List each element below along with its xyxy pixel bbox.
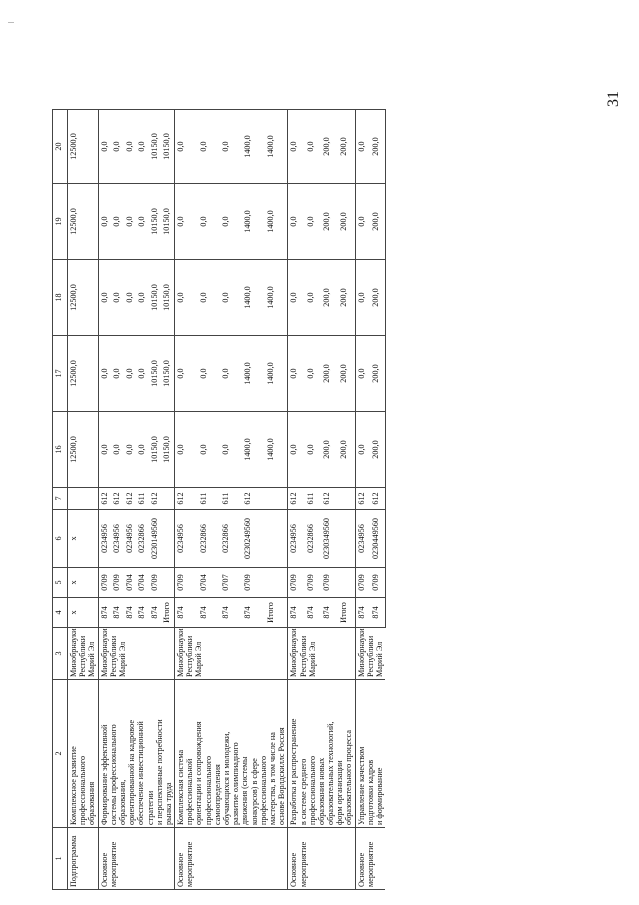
cell-v17: 200,0 [321, 336, 337, 412]
cell-v18: 200,0 [321, 260, 337, 336]
cell-v17: 1400,0 [242, 336, 264, 412]
cell-v18: 0,0 [220, 260, 242, 336]
cell-v17: 0,0 [175, 336, 198, 412]
column-header-3: 3 [53, 628, 68, 680]
cell-v16: 200,0 [338, 412, 355, 488]
cell-v16: 0,0 [136, 412, 149, 488]
row-agency-line: Марий Эл [117, 641, 127, 677]
cell-c4: Итого [161, 598, 174, 628]
cell-v18: 0,0 [355, 260, 370, 336]
cell-c4: 874 [149, 598, 162, 628]
row-agency [68, 628, 99, 680]
column-header-6: 6 [53, 510, 68, 568]
cell-c4: 874 [370, 598, 385, 628]
row-title-line: мастерства, в том числе на [267, 732, 277, 825]
cell-v16: 10150,0 [149, 412, 162, 488]
row-agency-line: Марий Эл [194, 641, 204, 677]
row-type-line: мероприятие [365, 841, 375, 887]
row-title-line: ориентированной на кадровое [127, 720, 137, 825]
cell-v18: 0,0 [124, 260, 137, 336]
cell-v17: 0,0 [288, 336, 305, 412]
cell-c7 [161, 488, 174, 510]
row-title-line: образовательного процесса [344, 729, 354, 825]
cell-c5: 0709 [355, 568, 370, 598]
cell-v20: 10150,0 [149, 110, 162, 184]
column-header-16: 16 [53, 412, 68, 488]
cell-c6: 0230449560 [370, 510, 385, 568]
cell-v18: 12500,0 [68, 260, 99, 336]
cell-c7: 612 [124, 488, 137, 510]
cell-c5: 0709 [242, 568, 264, 598]
cell-v17: 10150,0 [161, 336, 174, 412]
cell-c5: 0704 [198, 568, 220, 598]
row-title-line: ориентации и сопровождения [194, 721, 204, 825]
cell-v19: 0,0 [175, 184, 198, 260]
row-type: Подпрограмма [68, 828, 99, 890]
row-title-line: подготовки кадров [365, 759, 375, 825]
row-title-line: профессионального [203, 755, 213, 825]
column-header-4: 4 [53, 598, 68, 628]
cell-c5: 0709 [111, 568, 124, 598]
cell-v20: 10150,0 [161, 110, 174, 184]
row-title-line: образования [87, 781, 97, 825]
cell-c4: 874 [175, 598, 198, 628]
row-type-line: Основное [289, 852, 299, 887]
cell-c6 [265, 510, 288, 568]
cell-v16: 0,0 [305, 412, 321, 488]
cell-v18: 0,0 [305, 260, 321, 336]
cell-c7: 612 [175, 488, 198, 510]
cell-v16: 200,0 [321, 412, 337, 488]
row-title [98, 680, 175, 828]
cell-v16: 12500,0 [68, 412, 99, 488]
cell-c6: 0234956 [98, 510, 111, 568]
row-agency-line: Республики [108, 635, 118, 677]
cell-c6: 0232866 [220, 510, 242, 568]
cell-v17: 12500,0 [68, 336, 99, 412]
row-agency [288, 628, 355, 680]
cell-v16: 1400,0 [265, 412, 288, 488]
cell-c5: 0704 [124, 568, 137, 598]
cell-v18: 0,0 [136, 260, 149, 336]
cell-c7: 612 [355, 488, 370, 510]
cell-v18: 10150,0 [149, 260, 162, 336]
cell-c4: 874 [288, 598, 305, 628]
cell-v19: 0,0 [136, 184, 149, 260]
cell-c7: 612 [98, 488, 111, 510]
cell-c4: Итого [338, 598, 355, 628]
cell-v18: 10150,0 [161, 260, 174, 336]
cell-c6: 0230149560 [149, 510, 162, 568]
cell-v16: 0,0 [355, 412, 370, 488]
cell-v16: 1400,0 [242, 412, 264, 488]
row-type-line: мероприятие [185, 841, 195, 887]
cell-c4: 874 [111, 598, 124, 628]
cell-v17: 0,0 [98, 336, 111, 412]
row-title-line: рынка труда [163, 782, 173, 825]
cell-v19: 0,0 [220, 184, 242, 260]
table-header [53, 110, 68, 890]
cell-c7: 612 [370, 488, 385, 510]
cell-c6 [161, 510, 174, 568]
row-title-line: Формирование эффективной [99, 724, 109, 825]
cell-c4: 874 [355, 598, 370, 628]
cell-v18: 1400,0 [265, 260, 288, 336]
row-agency-line: Республики [185, 635, 195, 677]
cell-c7: 612 [321, 488, 337, 510]
cell-v20: 1400,0 [265, 110, 288, 184]
cell-c7: 612 [288, 488, 305, 510]
row-title-line: профессионального [258, 755, 268, 825]
cell-c5: х [68, 568, 99, 598]
cell-c4: 874 [124, 598, 137, 628]
row-title-line: движения (системы [240, 756, 250, 825]
row-agency-line: Марий Эл [87, 641, 97, 677]
cell-c6: 0234956 [288, 510, 305, 568]
row-title-line: профессионального [307, 755, 317, 825]
row-agency-line: Минобрнауки [289, 628, 299, 677]
cell-c4: 874 [321, 598, 337, 628]
cell-c5: 0707 [220, 568, 242, 598]
cell-v16: 0,0 [220, 412, 242, 488]
cell-c6: 0232866 [198, 510, 220, 568]
row-title-line: образования новых [316, 757, 326, 825]
column-header-1: 1 [53, 828, 68, 890]
column-header-17: 17 [53, 336, 68, 412]
row-title-line: и формирование [375, 767, 384, 825]
row-agency-line: Марий Эл [307, 641, 317, 677]
cell-v19: 10150,0 [161, 184, 174, 260]
row-agency-line: Республики [365, 635, 375, 677]
cell-v17: 0,0 [198, 336, 220, 412]
cell-v16: 0,0 [288, 412, 305, 488]
row-type [288, 828, 355, 890]
cell-c4: 874 [198, 598, 220, 628]
cell-c5: 0709 [288, 568, 305, 598]
cell-c7: 611 [136, 488, 149, 510]
cell-c5 [265, 568, 288, 598]
cell-v20: 0,0 [136, 110, 149, 184]
row-title-line: форм организации [335, 760, 345, 825]
row-agency [355, 628, 385, 680]
row-type [355, 828, 385, 890]
row-type-line: мероприятие [298, 841, 308, 887]
row-type-line: Основное [176, 852, 186, 887]
cell-v20: 0,0 [124, 110, 137, 184]
cell-v20: 200,0 [321, 110, 337, 184]
cell-v20: 0,0 [198, 110, 220, 184]
cell-v19: 10150,0 [149, 184, 162, 260]
cell-v20: 200,0 [370, 110, 385, 184]
cell-v19: 0,0 [305, 184, 321, 260]
row-agency-line: Республики [298, 635, 308, 677]
cell-v17: 0,0 [124, 336, 137, 412]
cell-v17: 1400,0 [265, 336, 288, 412]
cell-c5 [338, 568, 355, 598]
cell-v16: 0,0 [175, 412, 198, 488]
row-title [355, 680, 385, 828]
column-header-2: 2 [53, 680, 68, 828]
row-title-line: конкурсов) в сфере [249, 758, 259, 825]
cell-c6: х [68, 510, 99, 568]
row-title-line: Комплексное развитие [69, 746, 78, 825]
row-title [68, 680, 99, 828]
header-row [53, 110, 68, 890]
cell-c6: 0230249560 [242, 510, 264, 568]
cell-v19: 200,0 [321, 184, 337, 260]
cell-v20: 200,0 [338, 110, 355, 184]
row-agency-line: Минобрнауки [99, 628, 109, 677]
cell-c4: 874 [136, 598, 149, 628]
scan-artifact [8, 22, 14, 23]
cell-c4: 874 [242, 598, 264, 628]
row-title-line: Комплексная система [176, 749, 186, 825]
budget-table [52, 109, 386, 890]
row-title-line: самоопределения [212, 764, 222, 825]
cell-c6: 0232866 [305, 510, 321, 568]
cell-v16: 0,0 [124, 412, 137, 488]
row-title-line: системы профессионального [108, 724, 118, 825]
cell-c7: 612 [242, 488, 264, 510]
row-agency-line: Минобрнауки [176, 628, 186, 677]
column-header-5: 5 [53, 568, 68, 598]
row-title-line: развитие олимпиадного [231, 742, 241, 825]
row-title-line: и перспективные потребности [154, 719, 164, 825]
row-agency-line: Республики [78, 635, 88, 677]
cell-v17: 0,0 [355, 336, 370, 412]
cell-v19: 0,0 [355, 184, 370, 260]
row-title-line: Управление качеством [356, 746, 366, 825]
cell-c5: 0704 [136, 568, 149, 598]
cell-c4: х [68, 598, 99, 628]
row-agency-line: Марий Эл [375, 641, 384, 677]
cell-v18: 0,0 [198, 260, 220, 336]
row-type [175, 828, 288, 890]
cell-v16: 0,0 [198, 412, 220, 488]
cell-v20: 0,0 [111, 110, 124, 184]
cell-c7: 611 [220, 488, 242, 510]
rotated-table-area [52, 110, 639, 887]
cell-c5: 0709 [370, 568, 385, 598]
cell-v17: 0,0 [111, 336, 124, 412]
cell-c5: 0709 [175, 568, 198, 598]
cell-v19: 1400,0 [242, 184, 264, 260]
cell-v19: 0,0 [111, 184, 124, 260]
column-header-7: 7 [53, 488, 68, 510]
column-header-20: 20 [53, 110, 68, 184]
cell-v20: 0,0 [288, 110, 305, 184]
cell-v16: 10150,0 [161, 412, 174, 488]
cell-c5: 0709 [98, 568, 111, 598]
cell-v18: 1400,0 [242, 260, 264, 336]
cell-c6 [338, 510, 355, 568]
cell-c7 [338, 488, 355, 510]
cell-c7: 611 [305, 488, 321, 510]
cell-v17: 200,0 [370, 336, 385, 412]
cell-c5: 0709 [149, 568, 162, 598]
cell-c7 [68, 488, 99, 510]
row-title-line: профессионального [78, 755, 88, 825]
cell-c5: 0709 [321, 568, 337, 598]
cell-v18: 0,0 [111, 260, 124, 336]
table-row [68, 110, 99, 890]
cell-v17: 0,0 [305, 336, 321, 412]
cell-c7: 612 [149, 488, 162, 510]
row-title [175, 680, 288, 828]
cell-v16: 0,0 [111, 412, 124, 488]
row-type-line: Основное [99, 852, 109, 887]
row-title-line: образования, [117, 779, 127, 825]
table-row [355, 110, 370, 890]
cell-c4: 874 [220, 598, 242, 628]
cell-v20: 0,0 [355, 110, 370, 184]
cell-v19: 1400,0 [265, 184, 288, 260]
row-title-line: Разработка и распространение [289, 718, 299, 825]
cell-v20: 1400,0 [242, 110, 264, 184]
table-rotator [52, 110, 562, 890]
row-title-line: в системе среднего [298, 758, 308, 825]
column-header-19: 19 [53, 184, 68, 260]
cell-v17: 0,0 [220, 336, 242, 412]
cell-c7: 612 [111, 488, 124, 510]
cell-v19: 0,0 [98, 184, 111, 260]
row-agency-line: Минобрнауки [69, 628, 78, 677]
cell-v16: 0,0 [98, 412, 111, 488]
row-title-line: профессиональной [185, 758, 195, 825]
cell-v20: 0,0 [220, 110, 242, 184]
row-title-line: образовательных технологий, [326, 721, 336, 825]
row-agency [98, 628, 175, 680]
cell-c5 [161, 568, 174, 598]
cell-v18: 200,0 [338, 260, 355, 336]
cell-c6: 0234956 [355, 510, 370, 568]
cell-c7 [265, 488, 288, 510]
cell-c6: 0234956 [124, 510, 137, 568]
cell-c6: 0232866 [136, 510, 149, 568]
cell-c4: 874 [305, 598, 321, 628]
cell-c4: 874 [98, 598, 111, 628]
column-header-18: 18 [53, 260, 68, 336]
row-type [98, 828, 175, 890]
cell-v19: 0,0 [198, 184, 220, 260]
row-title-line: обучающихся и молодежи, [222, 731, 231, 825]
table-row [98, 110, 111, 890]
row-type-line: мероприятие [108, 841, 118, 887]
cell-v19: 200,0 [370, 184, 385, 260]
cell-v18: 0,0 [175, 260, 198, 336]
cell-v18: 0,0 [98, 260, 111, 336]
cell-c7: 611 [198, 488, 220, 510]
cell-v17: 200,0 [338, 336, 355, 412]
row-agency [175, 628, 288, 680]
cell-v17: 0,0 [136, 336, 149, 412]
cell-c4: Итого [265, 598, 288, 628]
row-agency-line: Минобрнауки [356, 628, 366, 677]
cell-v20: 0,0 [98, 110, 111, 184]
table-row [288, 110, 305, 890]
cell-v18: 200,0 [370, 260, 385, 336]
cell-v19: 0,0 [288, 184, 305, 260]
cell-v18: 0,0 [288, 260, 305, 336]
row-title-line: основе Ворлдскиллс Россия [277, 727, 287, 825]
cell-c6: 0230349560 [321, 510, 337, 568]
row-title-line: обеспечение инвестиционной [136, 721, 146, 825]
cell-v16: 200,0 [370, 412, 385, 488]
table-body [68, 110, 386, 890]
cell-c6: 0234956 [111, 510, 124, 568]
cell-v20: 12500,0 [68, 110, 99, 184]
page-number: 31 [605, 91, 622, 107]
cell-c6: 0234956 [175, 510, 198, 568]
cell-v19: 12500,0 [68, 184, 99, 260]
cell-c5: 0709 [305, 568, 321, 598]
cell-v20: 0,0 [305, 110, 321, 184]
cell-v19: 200,0 [338, 184, 355, 260]
row-title [288, 680, 355, 828]
cell-v17: 10150,0 [149, 336, 162, 412]
cell-v19: 0,0 [124, 184, 137, 260]
row-type-line: Основное [356, 852, 366, 887]
table-row [175, 110, 198, 890]
cell-v20: 0,0 [175, 110, 198, 184]
row-title-line: стратегии [145, 790, 155, 825]
